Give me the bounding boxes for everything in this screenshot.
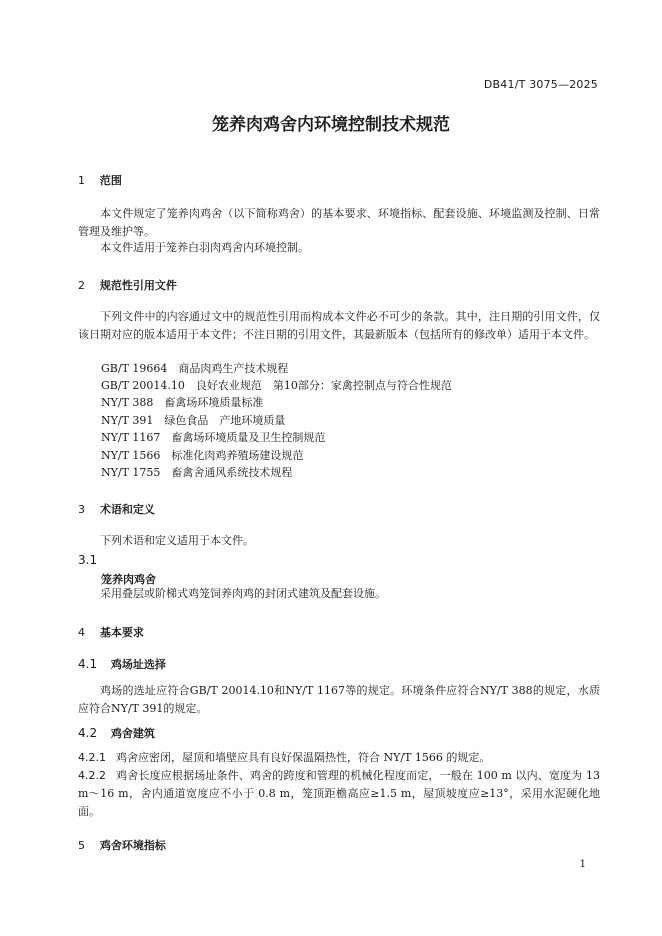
subsection-4-2-heading bbox=[78, 725, 155, 741]
page-number: 1 bbox=[579, 859, 586, 870]
subsection-number: 4.1 bbox=[78, 657, 98, 671]
normative-reference: NY/T 391 绿色食品 产地环境质量 bbox=[101, 414, 286, 427]
clause-text: 鸡舍应密闭，屋顶和墙壁应具有良好保温隔热性，符合 NY/T 1566 的规定。 bbox=[116, 751, 491, 764]
section-1-paragraph-2: 本文件适用于笼养白羽肉鸡舍内环境控制。 bbox=[100, 241, 309, 254]
subsection-4-1-paragraph: 鸡场的选址应符合GB/T 20014.10和NY/T 1167等的规定。环境条件应符合NY/T 388的规定，水质应符合NY/T 391的规定。 bbox=[78, 684, 600, 715]
section-1-paragraph-1: 本文件规定了笼养肉鸡舍（以下简称鸡舍）的基本要求、环境指标、配套设施、环境监测及控制、日常管理及维护等。 bbox=[78, 207, 600, 238]
subsection-title: 鸡舍建筑 bbox=[110, 727, 155, 740]
section-title: 鸡舍环境指标 bbox=[99, 839, 166, 852]
clause-number: 4.2.1 bbox=[78, 751, 106, 764]
section-number: 3 bbox=[78, 503, 85, 516]
section-title: 规范性引用文件 bbox=[99, 279, 177, 292]
subsection-4-1-heading bbox=[78, 656, 166, 672]
normative-reference: NY/T 1755 畜禽舍通风系统技术规程 bbox=[101, 466, 293, 479]
section-2-paragraph-1: 下列文件中的内容通过文中的规范性引用而构成本文件必不可少的条款。其中，注日期的引用文件，仅该日期对应的版本适用于本文件；不注日期的引用文件，其最新版本（包括所有的修改单）适用于本文件。 bbox=[78, 310, 600, 341]
document-title: 笼养肉鸡舍内环境控制技术规范 bbox=[212, 115, 450, 135]
clause-4-2-1 bbox=[78, 749, 600, 767]
section-title: 范围 bbox=[99, 174, 122, 187]
section-title: 基本要求 bbox=[99, 626, 144, 639]
section-number: 1 bbox=[78, 174, 85, 187]
term-definition: 采用叠层或阶梯式鸡笼饲养肉鸡的封闭式建筑及配套设施。 bbox=[100, 587, 386, 600]
clause-text: 鸡舍长度应根据场址条件、鸡舍的跨度和管理的机械化程度而定，一般在 100 m 以内、宽度为 13 m～16 m，舍内通道宽度应不小于 0.8 m，笼顶距檐高应≥1.5 m，屋顶坡度应≥13°，采用水泥硬化地面。 bbox=[78, 769, 600, 818]
section-number: 5 bbox=[78, 839, 85, 852]
section-3-heading bbox=[78, 501, 155, 517]
normative-reference: GB/T 19664 商品肉鸡生产技术规程 bbox=[101, 362, 289, 375]
section-2-heading bbox=[78, 277, 177, 293]
normative-reference: NY/T 1167 畜禽场环境质量及卫生控制规范 bbox=[101, 431, 326, 444]
subsection-title: 鸡场址选择 bbox=[110, 658, 166, 671]
section-number: 4 bbox=[78, 626, 85, 639]
section-4-heading bbox=[78, 624, 144, 640]
section-5-heading bbox=[78, 837, 166, 853]
section-number: 2 bbox=[78, 279, 85, 292]
term-name: 笼养肉鸡舍 bbox=[101, 573, 156, 586]
section-title: 术语和定义 bbox=[99, 503, 155, 516]
normative-reference: NY/T 1566 标准化肉鸡养殖场建设规范 bbox=[101, 449, 304, 462]
clause-4-2-2 bbox=[78, 767, 600, 821]
clause-number: 4.2.2 bbox=[78, 769, 106, 782]
term-number: 3.1 bbox=[78, 553, 98, 567]
section-3-paragraph-1: 下列术语和定义适用于本文件。 bbox=[100, 534, 254, 547]
subsection-number: 4.2 bbox=[78, 726, 98, 740]
standard-number: DB41/T 3075—2025 bbox=[483, 78, 598, 91]
section-1-heading bbox=[78, 172, 122, 188]
normative-reference: GB/T 20014.10 良好农业规范 第10部分：家禽控制点与符合性规范 bbox=[101, 379, 452, 392]
normative-reference: NY/T 388 畜禽场环境质量标准 bbox=[101, 396, 264, 409]
